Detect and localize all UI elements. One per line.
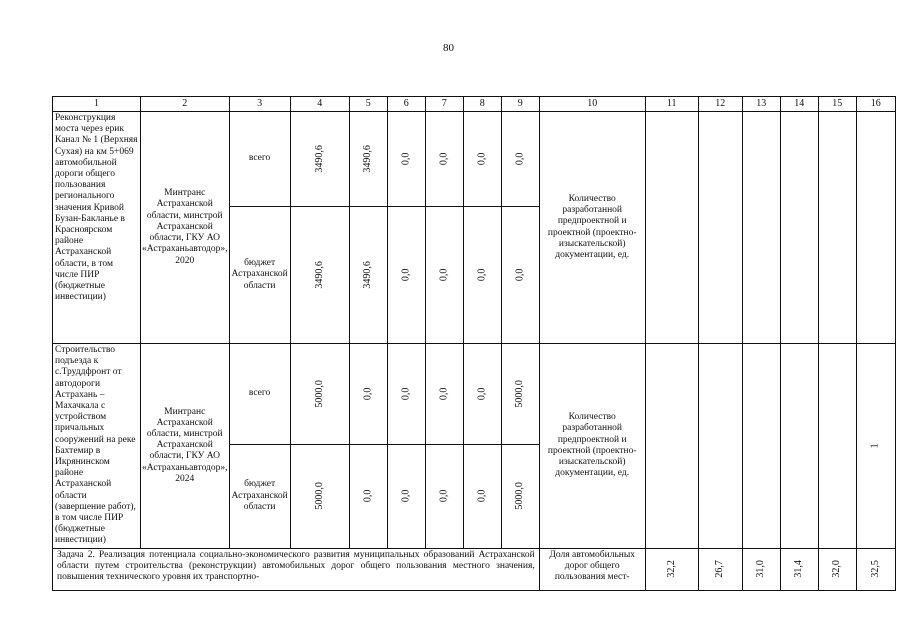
task-value: 32,2 <box>665 560 677 578</box>
amount-value: 0,0 <box>514 268 526 282</box>
header-cell: 9 <box>501 97 539 112</box>
funding-source: бюджет Астраханской области <box>229 444 290 548</box>
amount-cell <box>501 344 539 445</box>
amount-cell <box>387 444 425 548</box>
task-value: 32,5 <box>869 560 881 578</box>
target-cell <box>742 344 780 549</box>
indicator-cell: Количество разработанной предпроектной и проектной (проектно-изыскательской) документации, ед. <box>539 344 645 549</box>
target-cell <box>698 112 742 344</box>
task-value-cell <box>780 548 818 590</box>
amount-value: 0,0 <box>476 387 488 400</box>
amount-cell <box>501 112 539 207</box>
target-cell <box>780 344 818 549</box>
amount-value: 0,0 <box>400 489 412 503</box>
amount-value: 0,0 <box>362 387 374 400</box>
amount-value: 0,0 <box>476 268 488 282</box>
header-cell: 4 <box>290 97 349 112</box>
task-indicator: Доля автомобильных дорог общего пользования мест- <box>539 548 645 590</box>
task-value-cell <box>856 548 895 590</box>
target-cell <box>818 344 856 549</box>
task-value-cell <box>742 548 780 590</box>
task-value-cell <box>698 548 742 590</box>
amount-cell <box>290 344 349 445</box>
amount-cell <box>425 344 463 445</box>
task-text: Задача 2. Реализация потенциала социально-экономического развития муниципальных образований Астраханской области путем строительства (реконструкции) автомобильных дорог общего пользования местного значения, повышения технического уровня их транспортно- <box>53 548 540 590</box>
amount-cell <box>425 444 463 548</box>
task-value: 26,7 <box>714 560 726 578</box>
header-cell: 3 <box>229 97 290 112</box>
header-cell: 7 <box>425 97 463 112</box>
header-row <box>53 97 896 112</box>
header-cell: 14 <box>780 97 818 112</box>
header-cell: 6 <box>387 97 425 112</box>
amount-cell <box>349 344 387 445</box>
header-cell: 12 <box>698 97 742 112</box>
amount-cell <box>290 207 349 344</box>
amount-value: 0,0 <box>514 152 526 166</box>
funding-source: всего <box>229 344 290 445</box>
target-cell <box>742 112 780 344</box>
amount-cell <box>387 207 425 344</box>
header-cell: 13 <box>742 97 780 112</box>
indicator-cell: Количество разработанной предпроектной и проектной (проектно-изыскательской) документации, ед. <box>539 112 645 344</box>
amount-value: 3490,6 <box>313 145 325 173</box>
amount-cell <box>463 207 501 344</box>
amount-value: 0,0 <box>476 489 488 503</box>
item-executor: Минтранс Астраханской области, минстрой Астраханской области, ГКУ АО «Астраханьавтодор», 2020 <box>141 112 230 344</box>
amount-value: 5000,0 <box>313 379 325 408</box>
header-cell: 10 <box>539 97 645 112</box>
target-cell <box>645 344 698 549</box>
header-cell: 11 <box>645 97 698 112</box>
item-executor: Минтранс Астраханской области, минстрой Астраханской области, ГКУ АО «Астраханьавтодор», 2024 <box>141 344 230 549</box>
task-value-cell <box>645 548 698 590</box>
header-cell: 1 <box>53 97 141 112</box>
amount-cell <box>425 112 463 207</box>
task-value: 31,4 <box>793 560 805 578</box>
amount-value: 0,0 <box>476 152 488 166</box>
header-cell: 16 <box>856 97 895 112</box>
task-value: 32,0 <box>831 560 843 578</box>
amount-cell <box>463 112 501 207</box>
amount-value: 0,0 <box>400 152 412 166</box>
amount-value: 5000,0 <box>313 482 325 510</box>
target-cell <box>856 112 895 344</box>
page-number: 80 <box>443 42 454 54</box>
amount-cell <box>425 207 463 344</box>
header-cell: 5 <box>349 97 387 112</box>
task-value: 31,0 <box>755 560 767 578</box>
amount-cell <box>501 207 539 344</box>
amount-cell <box>463 344 501 445</box>
table-row <box>53 344 896 445</box>
target-cell <box>780 112 818 344</box>
task-value-cell <box>818 548 856 590</box>
amount-cell <box>501 444 539 548</box>
header-cell: 2 <box>141 97 230 112</box>
table-row <box>53 112 896 207</box>
amount-cell <box>387 344 425 445</box>
target-cell <box>698 344 742 549</box>
amount-cell <box>349 112 387 207</box>
amount-value: 3490,6 <box>362 145 374 173</box>
amount-cell <box>349 444 387 548</box>
target-cell <box>856 344 895 549</box>
amount-value: 0,0 <box>438 268 450 282</box>
amount-value: 0,0 <box>400 268 412 282</box>
amount-value: 0,0 <box>438 387 450 400</box>
header-cell: 15 <box>818 97 856 112</box>
target-cell <box>818 112 856 344</box>
amount-cell <box>349 207 387 344</box>
amount-cell <box>463 444 501 548</box>
target-value: 1 <box>869 443 881 449</box>
program-table <box>52 96 896 591</box>
amount-cell <box>290 444 349 548</box>
amount-cell <box>290 112 349 207</box>
target-cell <box>645 112 698 344</box>
amount-value: 5000,0 <box>514 482 526 510</box>
amount-value: 3490,6 <box>313 261 325 289</box>
amount-value: 0,0 <box>400 387 412 400</box>
item-name: Реконструкция моста через ерик Канал № 1 (Верхняя Сухая) на км 5+069 автомобильной дороги общего пользования регионального значения Кривой Бузан-Бакланье в Красноярском районе Астраханской области, в том числе ПИР (бюджетные инвестиции) <box>53 112 141 344</box>
amount-cell <box>387 112 425 207</box>
item-name: Строительство подъезда к с.Труддфронт от автодороги Астрахань – Махачкала с устройством причальных сооружений на реке Бахтемир в Икрянинском районе Астраханской области (завершение работ), в том числе ПИР (бюджетные инвестиции) <box>53 344 141 549</box>
task-row <box>53 548 896 590</box>
amount-value: 0,0 <box>438 489 450 503</box>
funding-source: бюджет Астраханской области <box>229 207 290 344</box>
amount-value: 0,0 <box>362 489 374 503</box>
amount-value: 0,0 <box>438 152 450 166</box>
header-cell: 8 <box>463 97 501 112</box>
amount-value: 5000,0 <box>514 379 526 408</box>
funding-source: всего <box>229 112 290 207</box>
amount-value: 3490,6 <box>362 261 374 289</box>
